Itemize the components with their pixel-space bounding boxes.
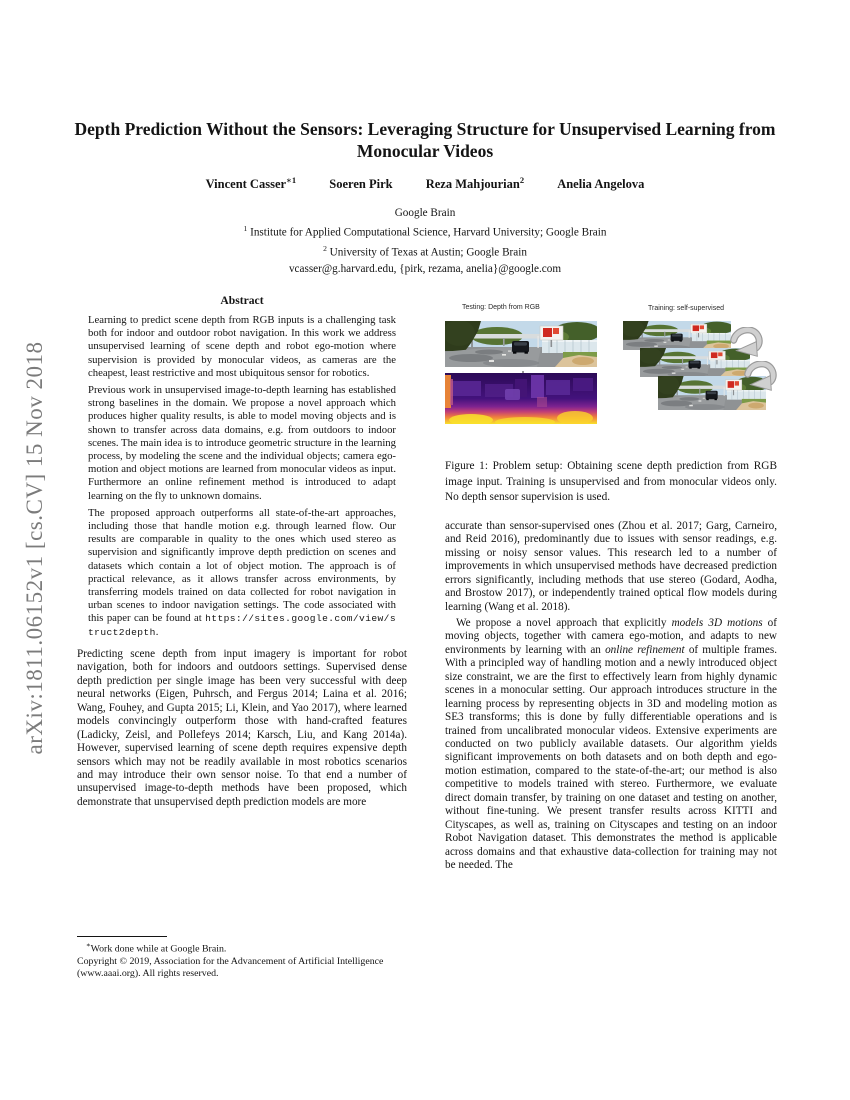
author-2: Soeren Pirk xyxy=(329,177,393,192)
author-3: Reza Mahjourian$^2$ xyxy=(425,175,525,192)
right-column xyxy=(445,300,777,873)
abstract-paragraph-3: The proposed approach outperforms all state-of-the-art approaches, including those that handle motion e.g. through learned flow. Our results are comparable in quality to the ones which used stereo as supervision and significantly improve depth prediction on scenes and datasets which contain a lot of object motion. The approach is of practical relevance, as it allows transfer across environments, by transferring models trained on data collected for robot navigation in urban scenes to indoor navigation settings. The code associated with this paper can be found at https://sites.google.com/view/struct2depth. xyxy=(88,506,396,638)
left-column xyxy=(77,294,407,934)
abstract-heading: Abstract xyxy=(220,294,264,307)
abstract-paragraph-2: Previous work in unsupervised image-to-depth learning has established strong baselines in the domain. We propose a novel approach which produces higher quality results, is able to model moving objects and is shown to transfer across data domains, e.g. from outdoors to indoor scenes. The main idea is to introduce geometric structure in the learning process, by modeling the scene and the individual objects; camera ego-motion and object motions are learned from monocular videos as input. Furthermore an online refinement method is introduced to adapt learning on the fly to unknown domains. xyxy=(88,384,396,502)
affiliation-org: Google Brain xyxy=(394,207,456,220)
author-1: Vincent Casser$^{∗1}$ xyxy=(205,175,297,192)
project-url-link[interactable]: https://sites.google.com/view/struct2depth xyxy=(88,613,396,638)
footnote-star: ∗ xyxy=(86,942,91,949)
footnote-block xyxy=(77,936,407,981)
email-line: vcasser@g.harvard.edu, {pirk, rezama, anelia}@google.com xyxy=(288,262,562,275)
curved-arrow-icon xyxy=(743,361,777,391)
column2-paragraph-1: accurate than sensor-supervised ones (Zhou et al. 2017; Garg, Carneiro, and Reid 2016), predominantly due to issues with sensor readings, e.g. missing or noisy sensor values. This research led to a number of improvements in which unsupervised methods have decreased prediction errors significantly, including methods that use stereo (Godard, Aodha, and Brostow 2017), or independently trained optical flow models during learning (Wang et al. 2018). xyxy=(445,519,777,613)
introduction-paragraph: Predicting scene depth from input imagery is important for robot navigation, both for indoors and outdoors settings. Supervised dense depth prediction per single image has been very successful with deep neural networks (Eigen, Puhrsch, and Fergus 2014; Laina et al. 2016; Wang, Fouhey, and Gupta 2015; Li, Klein, and Yao 2017), where learned models convincingly outperform those with hand-crafted features (Ladicky, Zeisl, and Pollefeys 2014; Karsch, Liu, and Kang 2014a). However, supervised learning of scene depth requires expensive depth sensors which may not be readily available in most robotics scenarios and may introduce their own sensor noise. To that end a number of unsupervised image-to-depth methods have been proposed, which demonstrate that unsupervised depth prediction models are more xyxy=(77,647,407,808)
affiliation-block xyxy=(0,205,850,276)
rgb-input-image xyxy=(445,321,597,367)
figure-training-label: Training: self-supervised xyxy=(648,305,724,312)
author-3-superscript: 2 xyxy=(519,175,525,185)
footnote-thanks: ∗Work done while at Google Brain. xyxy=(86,942,227,955)
training-frame-1 xyxy=(623,321,731,350)
arxiv-banner: arXiv:1811.06152v1 [cs.CV] 15 Nov 2018 xyxy=(22,341,47,755)
author-4: Anelia Angelova xyxy=(557,177,645,192)
depth-map-image xyxy=(445,373,597,424)
column2-paragraph-2: We propose a novel approach that explicitly models 3D motions of moving objects, together with camera ego-motion, and adapts to new environments by learning with an online refinement of multiple frames. With a principled way of handling motion and a newly introduced object size constraint, we are the first to effectively learn from highly dynamic scenes in a monocular setting. Our approach introduces structure in the learning process by representing objects in 3D and modeling motion as SE3 transforms; this is done by fully differentiable operations and is trained from uncalibrated monocular videos. Extensive experiments are conducted on two publicly available datasets. Our algorithm yields significant improvements on both datasets and on both depth and ego-motion estimation, compared to the state-of-the-art; our method is also competitive to models trained with stereo. Furthermore, we evaluate direct domain transfer, by training on one dataset and testing on another, without fine-tuning. We present transfer results across KITTI and Cityscapes, as well as, training on Cityscapes and testing on an indoor Robot Navigation dataset. This demonstrates the method is applicable across domains and that exhaustive data-collection for training may not be needed. The xyxy=(445,616,778,872)
affiliation-1: $^1$ Institute for Applied Computational Science, Harvard University; Google Brain xyxy=(243,224,607,239)
paper-header xyxy=(0,118,850,277)
footnote-rule xyxy=(77,936,167,937)
author-1-superscript: ∗1 xyxy=(286,175,297,185)
right-column-text xyxy=(445,520,777,873)
figure-1-caption: Figure 1: Problem setup: Obtaining scene depth prediction from RGB image input. Training is unsupervised and from monocular videos only. No depth sensor supervision is used. xyxy=(445,460,777,504)
authors-row xyxy=(0,175,850,192)
affiliation-2: $^2$ University of Texas at Austin; Google Brain xyxy=(323,243,527,259)
figure-testing-label: Testing: Depth from RGB xyxy=(462,304,540,311)
abstract-paragraph-1: Learning to predict scene depth from RGB inputs is a challenging task both for indoor and outdoor robot navigation. In this work we address unsupervised learning of scene depth and robot ego-motion where supervision is provided by monocular videos, as cameras are the cheapest, least restrictive and most ubiquitous sensor for robotics. xyxy=(88,314,396,379)
page-title: Depth Prediction Without the Sensors: Leveraging Structure for Unsupervised Learning from Monocular Videos xyxy=(74,119,776,161)
footnote-copyright: Copyright © 2019, Association for the Advancement of Artificial Intelligence (www.aaai.org). All rights reserved. xyxy=(77,955,384,980)
curved-arrow-icon xyxy=(729,327,763,357)
figure-1 xyxy=(445,300,777,442)
abstract-body xyxy=(77,314,407,639)
